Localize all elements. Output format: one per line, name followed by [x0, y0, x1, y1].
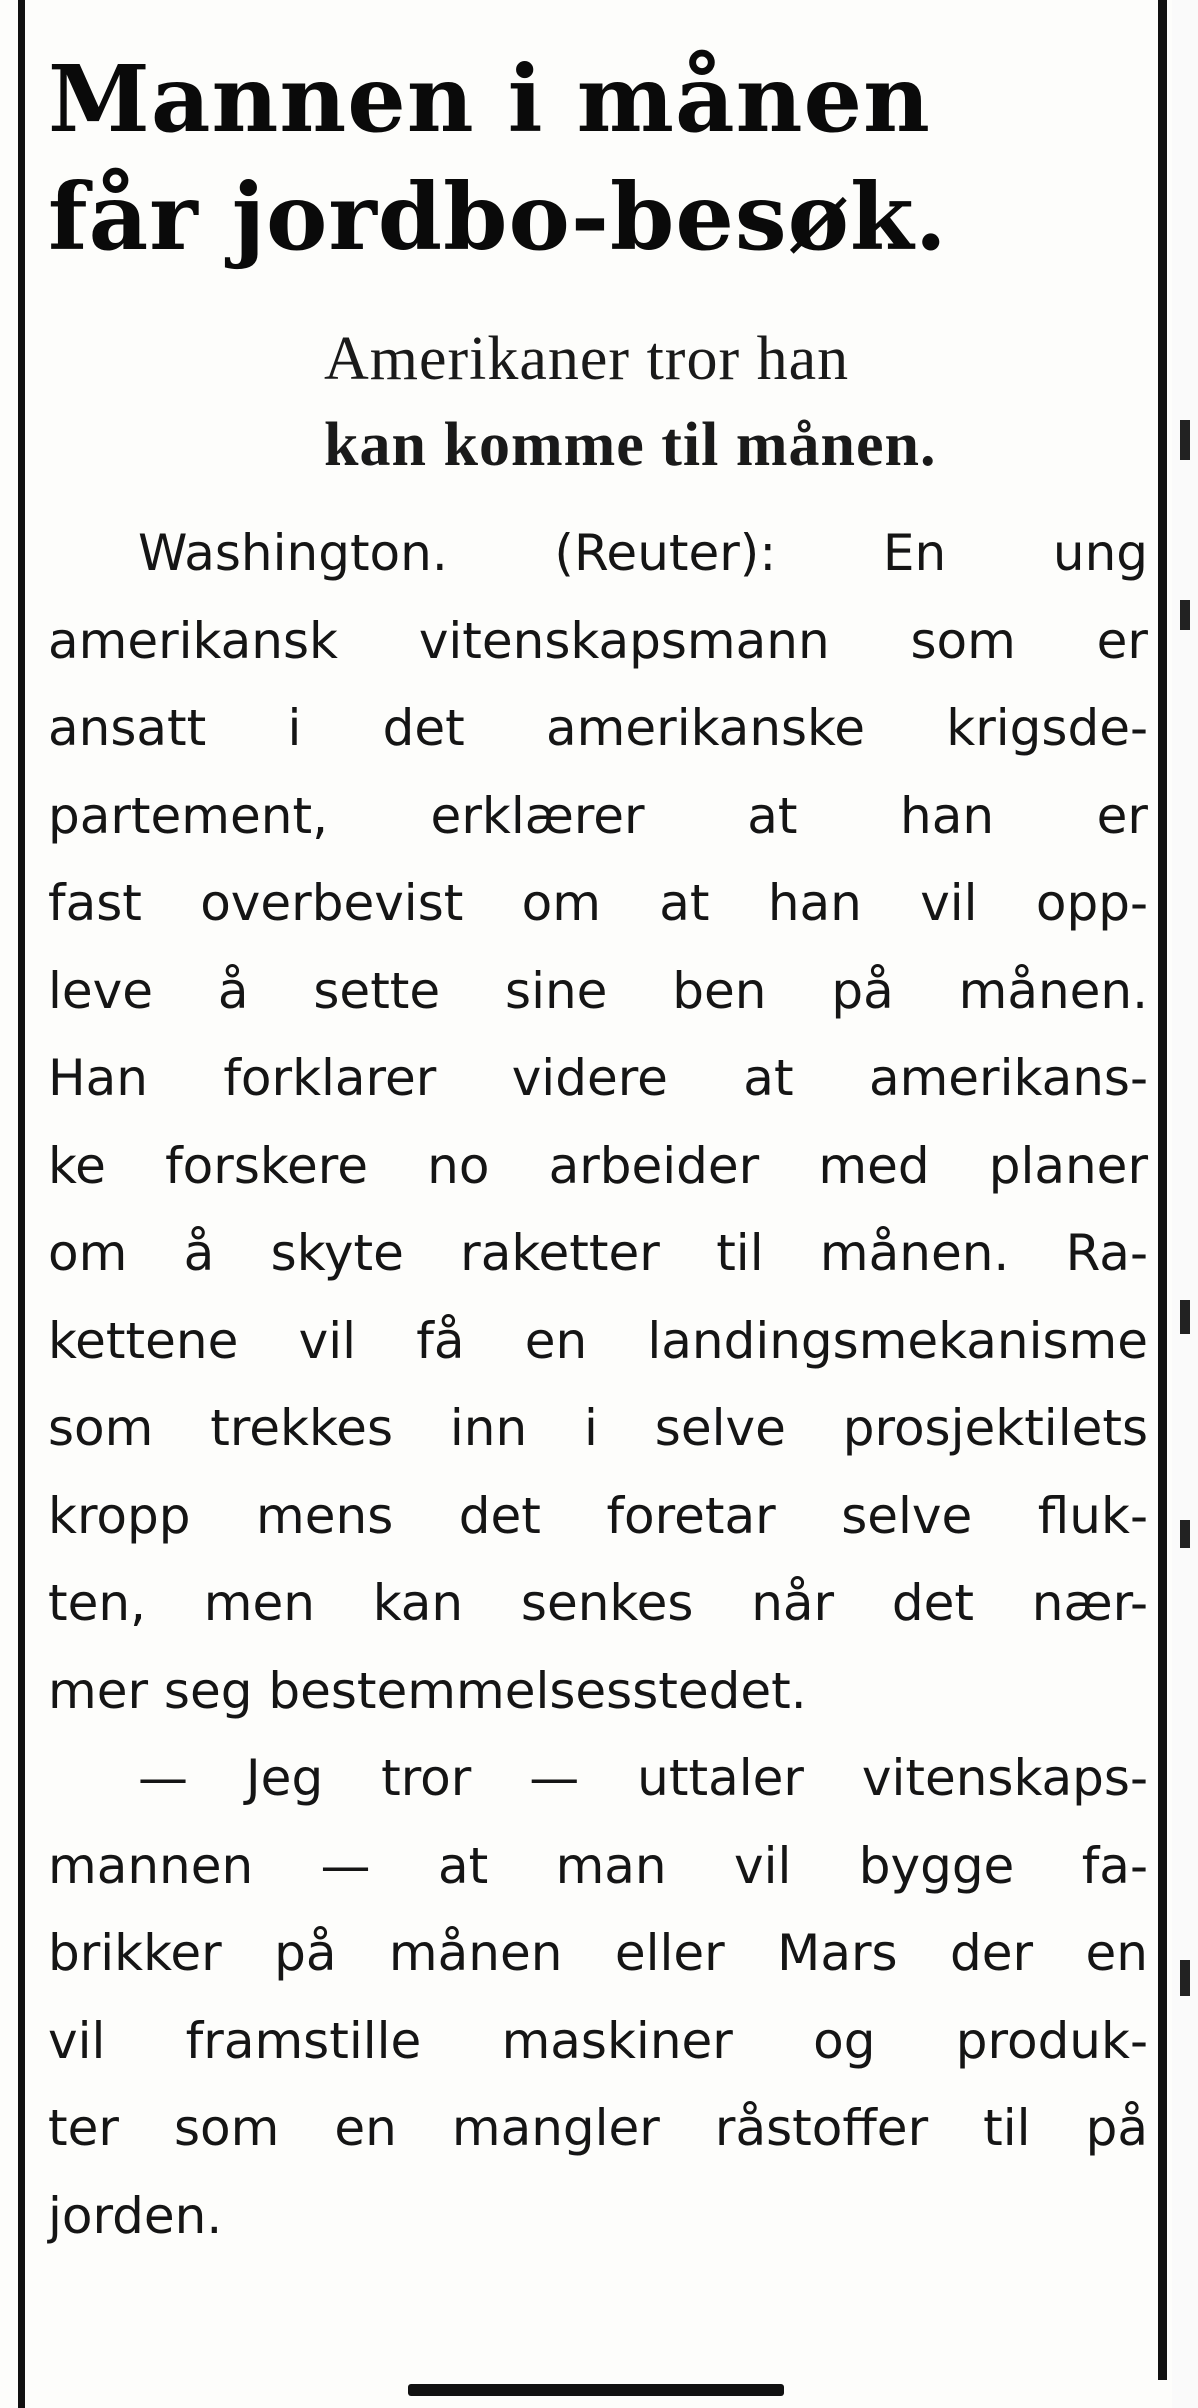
paragraph-2: [48, 1735, 1148, 2260]
body-line: ke forskere no arbeider med planer: [48, 1136, 1148, 1195]
body-line: Han forklarer videre at amerikans-: [48, 1049, 1148, 1107]
article: [48, 40, 1148, 2260]
body-line: som trekkes inn i selve prosjektilets: [48, 1399, 1148, 1457]
body-line: — Jeg tror — uttaler vitenskaps-: [138, 1749, 1148, 1807]
edge-fragment-mark: [1180, 1960, 1190, 1996]
body-line: kettene vil få en landingsmekanisme: [48, 1311, 1148, 1370]
headline-line-2: får jordbo-besøk.: [48, 163, 948, 271]
adjacent-column-edge: [1172, 0, 1198, 2408]
body-line: kropp mens det foretar selve fluk-: [48, 1486, 1148, 1545]
body-line: mannen — at man vil bygge fa-: [48, 1836, 1148, 1895]
body-line: mer seg bestemmelsesstedet.: [48, 1661, 807, 1720]
body-line: leve å sette sine ben på månen.: [48, 961, 1148, 1020]
body-line: fast overbevist om at han vil opp-: [48, 874, 1148, 932]
headline: [48, 40, 1148, 276]
body-line: vil framstille maskiner og produk-: [48, 2011, 1148, 2070]
body-line: jorden.: [48, 2186, 223, 2245]
body-line: amerikansk vitenskapsmann som er: [48, 611, 1148, 670]
article-end-rule: [408, 2384, 784, 2396]
right-column-rule: [1158, 0, 1167, 2380]
edge-fragment-mark: [1180, 1520, 1190, 1548]
body-line: Washington. (Reuter): En ung: [138, 524, 1148, 582]
subheadline-line-2: kan komme til månen.: [324, 411, 937, 479]
body-line: ansatt i det amerikanske krigsde-: [48, 699, 1148, 757]
headline-line-1: Mannen i månen: [48, 45, 931, 153]
article-body: [48, 510, 1148, 2260]
edge-fragment-mark: [1180, 600, 1190, 630]
body-line: brikker på månen eller Mars der en: [48, 1924, 1148, 1982]
body-line: ter som en mangler råstoffer til på: [48, 2099, 1148, 2157]
edge-fragment-mark: [1180, 1300, 1190, 1334]
subheadline-line-1: Amerikaner tror han: [324, 325, 850, 393]
body-line: partement, erklærer at han er: [48, 786, 1148, 845]
paragraph-1: [48, 510, 1148, 1735]
body-line: om å skyte raketter til månen. Ra-: [48, 1224, 1148, 1282]
body-line: ten, men kan senkes når det nær-: [48, 1574, 1148, 1632]
left-column-rule: [18, 0, 25, 2408]
edge-fragment-mark: [1180, 420, 1190, 460]
subheadline: [324, 316, 1148, 488]
